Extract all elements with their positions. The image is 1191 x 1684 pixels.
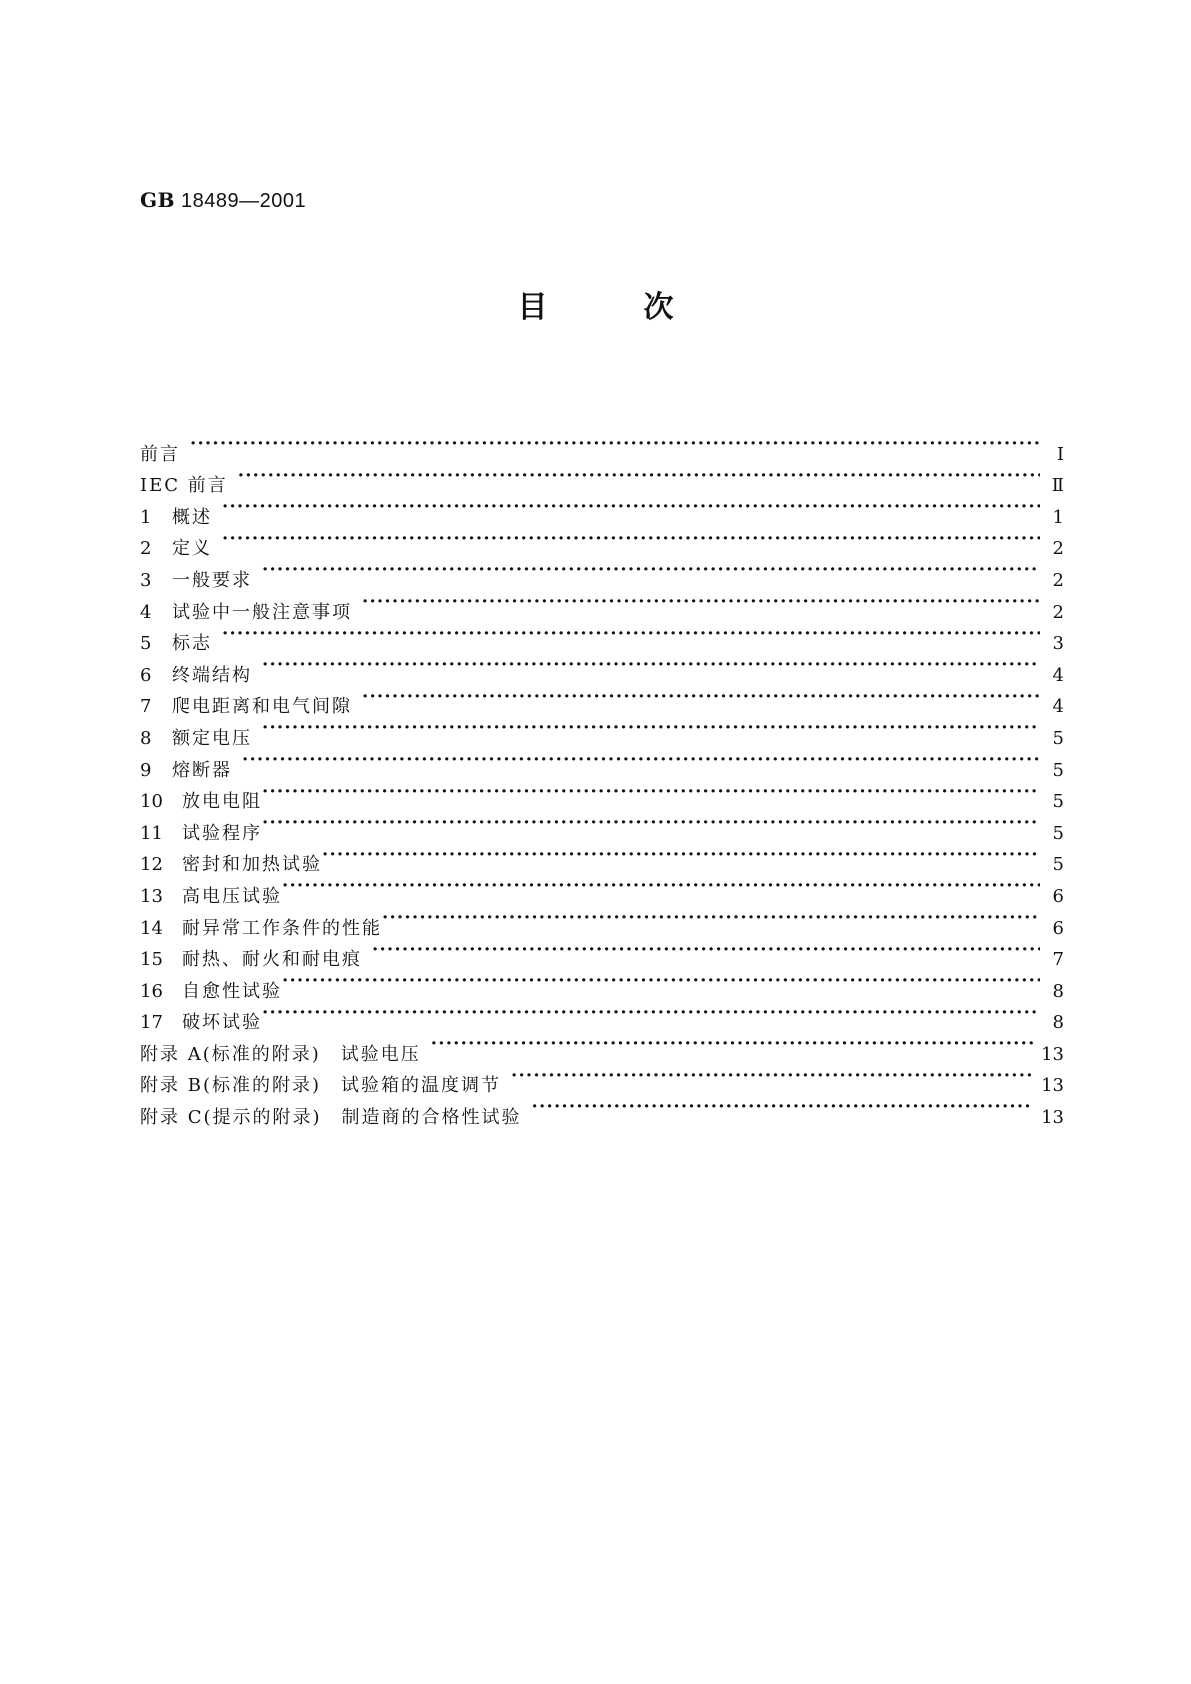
toc-number: 11 <box>140 822 163 844</box>
toc-page: 6 <box>1052 885 1064 907</box>
toc-leader-dots <box>431 1028 1033 1060</box>
toc-label: 密封和加热试验 <box>182 854 322 876</box>
toc-page: 13 <box>1041 1107 1064 1129</box>
toc-page: 2 <box>1052 538 1064 560</box>
toc-label: 概述 <box>172 506 212 528</box>
toc-label: 试验程序 <box>182 822 262 844</box>
toc-page: 2 <box>1052 601 1064 623</box>
standard-code <box>140 188 306 213</box>
toc-page: 6 <box>1052 917 1064 939</box>
standard-number: 18489—2001 <box>180 190 307 212</box>
toc-leader-dots <box>262 554 1040 586</box>
toc-number: 4 <box>140 601 152 623</box>
toc-page: 3 <box>1052 633 1064 655</box>
toc-label: 自愈性试验 <box>182 980 282 1002</box>
toc-leader-dots <box>262 776 1040 808</box>
toc-label: 高电压试验 <box>182 885 282 907</box>
toc-number: 5 <box>140 633 152 655</box>
toc-label-group <box>140 755 232 787</box>
page-title: 目次 <box>517 290 770 325</box>
toc-leader-dots <box>532 1091 1034 1123</box>
toc-entry-foreword[interactable] <box>140 428 1064 465</box>
toc-entry-7[interactable] <box>140 681 1064 718</box>
toc-leader-dots <box>190 428 1040 460</box>
toc-number: 14 <box>140 917 163 939</box>
toc-label: 附录 A(标准的附录) 试验电压 <box>140 1043 421 1065</box>
toc-leader-dots <box>382 902 1040 934</box>
toc-number: 10 <box>140 791 163 813</box>
toc-label-group <box>140 913 382 945</box>
toc-entry-5[interactable] <box>140 618 1064 655</box>
toc-label-group <box>140 723 252 755</box>
toc-entry-appendix-a[interactable] <box>140 1028 1064 1065</box>
toc-number: 8 <box>140 727 152 749</box>
toc-label: 前言 <box>140 443 180 465</box>
toc-entry-4[interactable] <box>140 586 1064 623</box>
toc-entry-2[interactable] <box>140 523 1064 560</box>
toc-label-group <box>140 628 212 660</box>
toc-entry-17[interactable] <box>140 997 1064 1034</box>
toc-number: 3 <box>140 569 152 591</box>
toc-label: 附录 B(标准的附录) 试验箱的温度调节 <box>140 1075 501 1097</box>
toc-page: 7 <box>1052 949 1064 971</box>
toc-entry-11[interactable] <box>140 807 1064 844</box>
toc-leader-dots <box>222 618 1040 650</box>
toc-leader-dots <box>262 997 1040 1029</box>
toc-label: 试验中一般注意事项 <box>172 601 352 623</box>
toc-page: 13 <box>1041 1043 1064 1065</box>
toc-leader-dots <box>222 523 1040 555</box>
toc-leader-dots <box>322 839 1040 871</box>
toc-label: 一般要求 <box>172 569 252 591</box>
toc-page: 13 <box>1041 1075 1064 1097</box>
toc-leader-dots <box>222 491 1040 523</box>
toc-leader-dots <box>262 807 1040 839</box>
toc-entry-12[interactable] <box>140 839 1064 876</box>
toc-leader-dots <box>238 460 1040 492</box>
toc-page: 5 <box>1052 727 1064 749</box>
toc-label-group <box>140 786 262 818</box>
toc-label-group <box>140 976 282 1008</box>
toc-label-group <box>140 502 212 534</box>
toc-entry-6[interactable] <box>140 649 1064 686</box>
toc-page: Ⅱ <box>1051 475 1064 497</box>
toc-entry-1[interactable] <box>140 491 1064 528</box>
toc-label: 耐热、耐火和耐电痕 <box>182 949 362 971</box>
toc-entry-3[interactable] <box>140 554 1064 591</box>
toc-leader-dots <box>262 712 1040 744</box>
toc-page: Ⅰ <box>1056 443 1064 465</box>
toc-page: 4 <box>1052 696 1064 718</box>
toc-label: 破坏试验 <box>182 1012 262 1034</box>
standard-prefix: GB <box>140 188 175 212</box>
toc-number: 16 <box>140 980 163 1002</box>
toc-leader-dots <box>362 586 1040 618</box>
toc-leader-dots <box>282 870 1040 902</box>
toc-label: 附录 C(提示的附录) 制造商的合格性试验 <box>140 1107 522 1129</box>
toc-page: 8 <box>1052 1012 1064 1034</box>
toc-label-group <box>140 818 262 850</box>
toc-number: 6 <box>140 664 152 686</box>
toc-page: 1 <box>1052 506 1064 528</box>
toc-label-group <box>140 565 252 597</box>
toc-number: 2 <box>140 538 152 560</box>
toc-number: 12 <box>140 854 163 876</box>
toc-label-group <box>140 881 282 913</box>
toc-number: 15 <box>140 949 163 971</box>
toc-entry-8[interactable] <box>140 712 1064 749</box>
toc-label: 定义 <box>172 538 212 560</box>
toc-entry-9[interactable] <box>140 744 1064 781</box>
toc-entry-10[interactable] <box>140 776 1064 813</box>
toc-leader-dots <box>242 744 1040 776</box>
toc-label: 终端结构 <box>172 664 252 686</box>
toc-page: 5 <box>1052 854 1064 876</box>
toc-label-group <box>140 1007 262 1039</box>
toc-label: 放电电阻 <box>182 791 262 813</box>
toc-entry-iec-foreword[interactable] <box>140 460 1064 497</box>
toc-label-group <box>140 533 212 565</box>
table-of-contents <box>140 428 1064 1129</box>
toc-leader-dots <box>511 1060 1033 1092</box>
toc-leader-dots <box>362 681 1040 713</box>
toc-page: 5 <box>1052 791 1064 813</box>
toc-page: 4 <box>1052 664 1064 686</box>
toc-page: 5 <box>1052 759 1064 781</box>
toc-page: 8 <box>1052 980 1064 1002</box>
toc-page: 5 <box>1052 822 1064 844</box>
toc-label-group <box>140 660 252 692</box>
toc-number: 1 <box>140 506 152 528</box>
toc-leader-dots <box>282 965 1040 997</box>
toc-number: 17 <box>140 1012 163 1034</box>
toc-label: 熔断器 <box>172 759 232 781</box>
toc-label: 标志 <box>172 633 212 655</box>
toc-leader-dots <box>372 934 1040 966</box>
toc-label: 爬电距离和电气间隙 <box>172 696 352 718</box>
toc-label: 耐异常工作条件的性能 <box>182 917 382 939</box>
toc-label: IEC 前言 <box>140 475 228 497</box>
toc-number: 7 <box>140 696 152 718</box>
toc-number: 9 <box>140 759 152 781</box>
toc-page: 2 <box>1052 569 1064 591</box>
toc-leader-dots <box>262 649 1040 681</box>
toc-number: 13 <box>140 885 163 907</box>
toc-label: 额定电压 <box>172 727 252 749</box>
